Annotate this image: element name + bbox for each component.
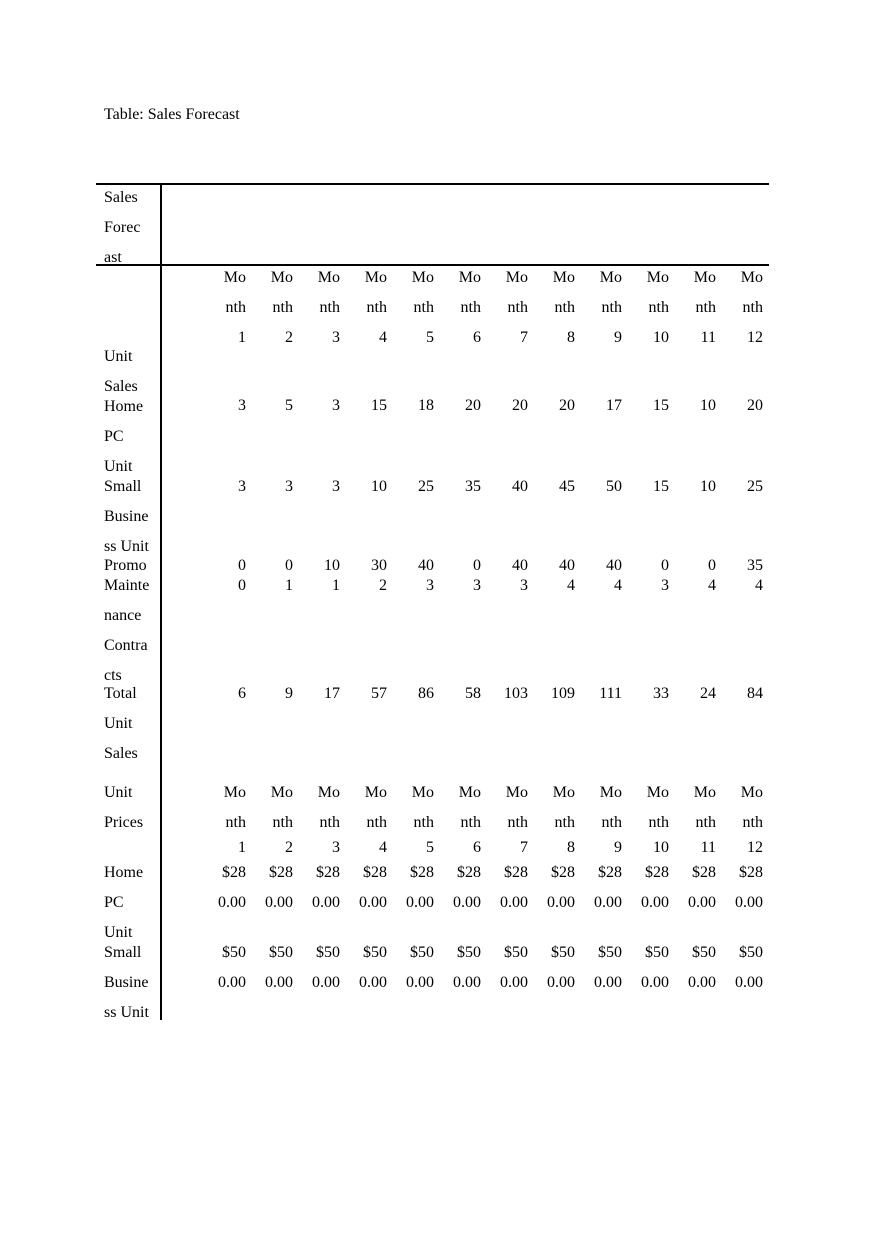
- price-cell-line: $28: [269, 864, 293, 881]
- price-cell-line: $28: [222, 864, 246, 881]
- row-label-line: Unit: [104, 924, 133, 941]
- month-header-cell: [202, 263, 246, 353]
- price-cell: [525, 938, 575, 998]
- price-cell: [666, 938, 716, 998]
- price-cell-line: 0.00: [312, 894, 340, 911]
- row-label-line: ss Unit: [104, 538, 149, 555]
- price-cell-line: $50: [504, 944, 528, 961]
- month-number: 6: [473, 839, 481, 856]
- month-number: 6: [473, 329, 481, 346]
- table-cell: 20: [512, 397, 528, 414]
- table-cell: 10: [700, 478, 716, 495]
- table-cell: 0: [708, 557, 716, 574]
- month-header-line: Mo: [740, 269, 763, 286]
- price-cell-line: $28: [504, 864, 528, 881]
- month-number: 10: [653, 329, 669, 346]
- month-number: 8: [567, 329, 575, 346]
- price-cell-line: $28: [410, 864, 434, 881]
- month-header-line: Mo: [646, 784, 669, 801]
- table-cell: 17: [606, 397, 622, 414]
- month-header-line: nth: [413, 814, 434, 831]
- row-label-line: Home: [104, 864, 144, 881]
- month-header-line: Mo: [458, 269, 481, 286]
- table-cell: 10: [324, 557, 340, 574]
- month-header-line: Mo: [646, 269, 669, 286]
- row-label-line: Contra: [104, 637, 148, 654]
- table-cell: 0: [285, 557, 293, 574]
- month-header-line: Mo: [599, 784, 622, 801]
- price-cell-line: 0.00: [406, 894, 434, 911]
- row-label: [104, 938, 158, 1028]
- month-header-line: nth: [507, 814, 528, 831]
- month-header-cell: [719, 263, 763, 353]
- month-header-line: Mo: [599, 269, 622, 286]
- month-number: 11: [700, 329, 716, 346]
- month-header-cell: [202, 778, 246, 858]
- row-label-line: Total: [104, 685, 137, 702]
- row-label-line: Unit: [104, 715, 133, 732]
- price-cell: [713, 858, 763, 918]
- row-label-line: Promo: [104, 557, 147, 574]
- price-cell: [572, 858, 622, 918]
- month-number: 9: [614, 839, 622, 856]
- month-header-cell: [296, 778, 340, 858]
- price-cell-line: 0.00: [453, 894, 481, 911]
- row-label-line: Sales: [104, 745, 138, 762]
- table-cell: 3: [473, 577, 481, 594]
- month-header-cell: [578, 778, 622, 858]
- price-cell-line: 0.00: [453, 974, 481, 991]
- month-number: 11: [700, 839, 716, 856]
- month-header-line: Mo: [317, 784, 340, 801]
- table-cell: 4: [614, 577, 622, 594]
- month-header-line: Mo: [223, 784, 246, 801]
- month-header-line: Mo: [411, 784, 434, 801]
- price-cell-line: 0.00: [218, 974, 246, 991]
- row-label-line: Mainte: [104, 577, 150, 594]
- table-header-line: ast: [104, 249, 122, 266]
- month-number: 5: [426, 839, 434, 856]
- price-cell-line: 0.00: [641, 894, 669, 911]
- price-cell-line: $28: [363, 864, 387, 881]
- table-cell: 3: [426, 577, 434, 594]
- table-cell: 57: [371, 685, 387, 702]
- month-number: 10: [653, 839, 669, 856]
- month-header-line: nth: [460, 814, 481, 831]
- table-cell: 20: [559, 397, 575, 414]
- price-cell: [431, 858, 481, 918]
- top-rule: [96, 183, 769, 185]
- price-cell-line: 0.00: [688, 894, 716, 911]
- table-cell: 111: [599, 685, 622, 702]
- price-cell-line: $28: [645, 864, 669, 881]
- month-header-cell: [625, 263, 669, 353]
- price-cell-line: $28: [457, 864, 481, 881]
- price-cell-line: 0.00: [735, 974, 763, 991]
- price-cell-line: $50: [410, 944, 434, 961]
- table-cell: 35: [465, 478, 481, 495]
- month-number: 12: [747, 839, 763, 856]
- month-header-line: nth: [272, 299, 293, 316]
- month-number: 1: [238, 329, 246, 346]
- table-cell: 24: [700, 685, 716, 702]
- table-row: [0, 575, 880, 597]
- month-header-line: nth: [742, 299, 763, 316]
- table-cell: 1: [285, 577, 293, 594]
- price-cell-line: $50: [269, 944, 293, 961]
- row-label-line: PC: [104, 894, 124, 911]
- month-header-line: nth: [319, 814, 340, 831]
- month-header-cell: [343, 778, 387, 858]
- label-column-divider: [160, 183, 162, 1020]
- month-header-cell: [625, 778, 669, 858]
- price-cell-line: 0.00: [641, 974, 669, 991]
- month-header-cell: [249, 778, 293, 858]
- month-number: 3: [332, 329, 340, 346]
- month-header-cell: [437, 263, 481, 353]
- month-header-cell: [390, 263, 434, 353]
- month-number: 7: [520, 839, 528, 856]
- table-cell: 4: [708, 577, 716, 594]
- month-header-line: nth: [648, 299, 669, 316]
- table-cell: 5: [285, 397, 293, 414]
- month-number: 4: [379, 839, 387, 856]
- price-cell-line: 0.00: [218, 894, 246, 911]
- table-cell: 3: [332, 397, 340, 414]
- month-number: 2: [285, 839, 293, 856]
- row-label-line: nance: [104, 607, 142, 624]
- month-header-line: nth: [601, 814, 622, 831]
- price-cell-line: 0.00: [406, 974, 434, 991]
- table-cell: 15: [371, 397, 387, 414]
- table-cell: 33: [653, 685, 669, 702]
- table-cell: 35: [747, 557, 763, 574]
- month-header-cell: [531, 263, 575, 353]
- price-cell-line: 0.00: [359, 974, 387, 991]
- table-cell: 3: [238, 397, 246, 414]
- table-cell: 3: [520, 577, 528, 594]
- row-label-line: Busine: [104, 508, 149, 525]
- month-header-line: nth: [272, 814, 293, 831]
- table-cell: 103: [504, 685, 528, 702]
- month-header-line: Mo: [223, 269, 246, 286]
- price-cell-line: $28: [739, 864, 763, 881]
- table-cell: 15: [653, 397, 669, 414]
- month-header-line: nth: [366, 299, 387, 316]
- table-cell: 45: [559, 478, 575, 495]
- price-cell-line: $28: [316, 864, 340, 881]
- price-cell: [196, 858, 246, 918]
- row-label-line: ss Unit: [104, 1004, 149, 1021]
- table-cell: 9: [285, 685, 293, 702]
- month-header-line: nth: [225, 299, 246, 316]
- month-header-line: Mo: [458, 784, 481, 801]
- month-header-line: Mo: [740, 784, 763, 801]
- price-cell: [243, 858, 293, 918]
- price-cell: [619, 938, 669, 998]
- price-cell-line: $28: [551, 864, 575, 881]
- price-cell-line: 0.00: [735, 894, 763, 911]
- month-header-cell: [249, 263, 293, 353]
- section-label-line: Sales: [104, 378, 138, 395]
- table-cell: 20: [747, 397, 763, 414]
- table-cell: 3: [238, 478, 246, 495]
- price-cell: [337, 858, 387, 918]
- price-cell-line: $28: [598, 864, 622, 881]
- price-cell-line: 0.00: [265, 894, 293, 911]
- price-cell: [290, 938, 340, 998]
- month-number: 12: [747, 329, 763, 346]
- month-header-line: nth: [695, 814, 716, 831]
- month-header-line: nth: [507, 299, 528, 316]
- price-cell: [572, 938, 622, 998]
- price-cell: [666, 858, 716, 918]
- table-header-label: [104, 183, 158, 273]
- month-header-line: nth: [366, 814, 387, 831]
- month-header-line: Mo: [552, 784, 575, 801]
- month-header-line: Mo: [317, 269, 340, 286]
- section-label-line: Unit: [104, 784, 133, 801]
- row-label-line: Small: [104, 478, 142, 495]
- month-header-line: Mo: [411, 269, 434, 286]
- table-row: [0, 476, 880, 498]
- price-cell-line: 0.00: [594, 894, 622, 911]
- table-cell: 50: [606, 478, 622, 495]
- month-header-cell: [531, 778, 575, 858]
- price-cell: [619, 858, 669, 918]
- price-cell: [384, 938, 434, 998]
- table-cell: 40: [512, 557, 528, 574]
- table-cell: 20: [465, 397, 481, 414]
- month-header-cell: [672, 778, 716, 858]
- month-header-line: nth: [554, 299, 575, 316]
- price-cell: [478, 858, 528, 918]
- table-caption: Table: Sales Forecast: [104, 106, 240, 123]
- price-cell-line: 0.00: [265, 974, 293, 991]
- price-cell: [431, 938, 481, 998]
- table-cell: 109: [551, 685, 575, 702]
- table-cell: 86: [418, 685, 434, 702]
- section-label-line: Unit: [104, 348, 133, 365]
- price-cell: [337, 938, 387, 998]
- month-header-line: Mo: [505, 784, 528, 801]
- table-cell: 10: [371, 478, 387, 495]
- month-header-line: nth: [413, 299, 434, 316]
- price-cell-line: $50: [598, 944, 622, 961]
- month-header-cell: [578, 263, 622, 353]
- month-header-line: Mo: [693, 784, 716, 801]
- row-label-line: Home: [104, 398, 144, 415]
- month-header-line: nth: [601, 299, 622, 316]
- row-label-line: PC: [104, 428, 124, 445]
- price-cell: [243, 938, 293, 998]
- month-header-line: Mo: [270, 784, 293, 801]
- month-header-line: nth: [460, 299, 481, 316]
- month-header-line: Mo: [505, 269, 528, 286]
- month-number: 9: [614, 329, 622, 346]
- month-header-cell: [390, 778, 434, 858]
- table-cell: 1: [332, 577, 340, 594]
- price-cell: [196, 938, 246, 998]
- row-label-line: Unit: [104, 458, 133, 475]
- month-number: 4: [379, 329, 387, 346]
- month-header-line: nth: [648, 814, 669, 831]
- table-cell: 3: [332, 478, 340, 495]
- row-label-line: cts: [104, 667, 122, 684]
- row-label: [104, 858, 158, 948]
- table-cell: 40: [512, 478, 528, 495]
- table-cell: 40: [606, 557, 622, 574]
- month-header-line: nth: [695, 299, 716, 316]
- price-cell-line: 0.00: [500, 894, 528, 911]
- month-header-cell: [672, 263, 716, 353]
- month-number: 2: [285, 329, 293, 346]
- price-cell: [713, 938, 763, 998]
- month-header-line: nth: [319, 299, 340, 316]
- price-cell-line: $50: [739, 944, 763, 961]
- table-cell: 2: [379, 577, 387, 594]
- unit-prices-section-label: [104, 778, 158, 838]
- price-cell-line: $50: [551, 944, 575, 961]
- price-cell-line: $28: [692, 864, 716, 881]
- price-cell-line: $50: [457, 944, 481, 961]
- month-header-cell: [343, 263, 387, 353]
- price-cell-line: 0.00: [594, 974, 622, 991]
- table-cell: 40: [418, 557, 434, 574]
- price-cell-line: 0.00: [500, 974, 528, 991]
- table-row: [0, 395, 880, 417]
- row-label-line: Busine: [104, 974, 149, 991]
- month-number: 5: [426, 329, 434, 346]
- price-cell: [478, 938, 528, 998]
- table-cell: 6: [238, 685, 246, 702]
- month-header-line: Mo: [270, 269, 293, 286]
- month-number: 8: [567, 839, 575, 856]
- table-cell: 25: [747, 478, 763, 495]
- price-cell-line: $50: [363, 944, 387, 961]
- table-cell: 0: [238, 557, 246, 574]
- price-cell-line: 0.00: [312, 974, 340, 991]
- month-header-cell: [437, 778, 481, 858]
- row-label-line: Small: [104, 944, 142, 961]
- month-number: 3: [332, 839, 340, 856]
- table-cell: 0: [661, 557, 669, 574]
- month-header-cell: [484, 778, 528, 858]
- month-header-line: Mo: [364, 269, 387, 286]
- price-cell-line: 0.00: [688, 974, 716, 991]
- month-header-line: Mo: [552, 269, 575, 286]
- price-cell-line: $50: [222, 944, 246, 961]
- table-cell: 4: [755, 577, 763, 594]
- month-header-line: nth: [225, 814, 246, 831]
- price-cell-line: $50: [692, 944, 716, 961]
- price-cell-line: 0.00: [547, 974, 575, 991]
- table-cell: 0: [238, 577, 246, 594]
- table-cell: 18: [418, 397, 434, 414]
- section-label-line: Prices: [104, 814, 144, 831]
- price-cell: [384, 858, 434, 918]
- table-cell: 30: [371, 557, 387, 574]
- table-cell: 17: [324, 685, 340, 702]
- month-number: 1: [238, 839, 246, 856]
- price-cell-line: $50: [316, 944, 340, 961]
- table-header-line: Forec: [104, 219, 141, 236]
- price-cell: [290, 858, 340, 918]
- table-header-line: Sales: [104, 189, 138, 206]
- table-cell: 10: [700, 397, 716, 414]
- table-row: [0, 683, 880, 705]
- table-cell: 40: [559, 557, 575, 574]
- table-cell: 15: [653, 478, 669, 495]
- month-header-cell: [296, 263, 340, 353]
- month-header-cell: [719, 778, 763, 858]
- table-cell: 4: [567, 577, 575, 594]
- month-header-line: Mo: [364, 784, 387, 801]
- month-header-line: nth: [742, 814, 763, 831]
- table-cell: 0: [473, 557, 481, 574]
- table-cell: 25: [418, 478, 434, 495]
- month-header-line: Mo: [693, 269, 716, 286]
- price-cell-line: 0.00: [359, 894, 387, 911]
- month-header-cell: [484, 263, 528, 353]
- table-cell: 3: [661, 577, 669, 594]
- table-cell: 58: [465, 685, 481, 702]
- price-cell-line: 0.00: [547, 894, 575, 911]
- month-number: 7: [520, 329, 528, 346]
- table-cell: 84: [747, 685, 763, 702]
- month-header-line: nth: [554, 814, 575, 831]
- table-cell: 3: [285, 478, 293, 495]
- price-cell-line: $50: [645, 944, 669, 961]
- price-cell: [525, 858, 575, 918]
